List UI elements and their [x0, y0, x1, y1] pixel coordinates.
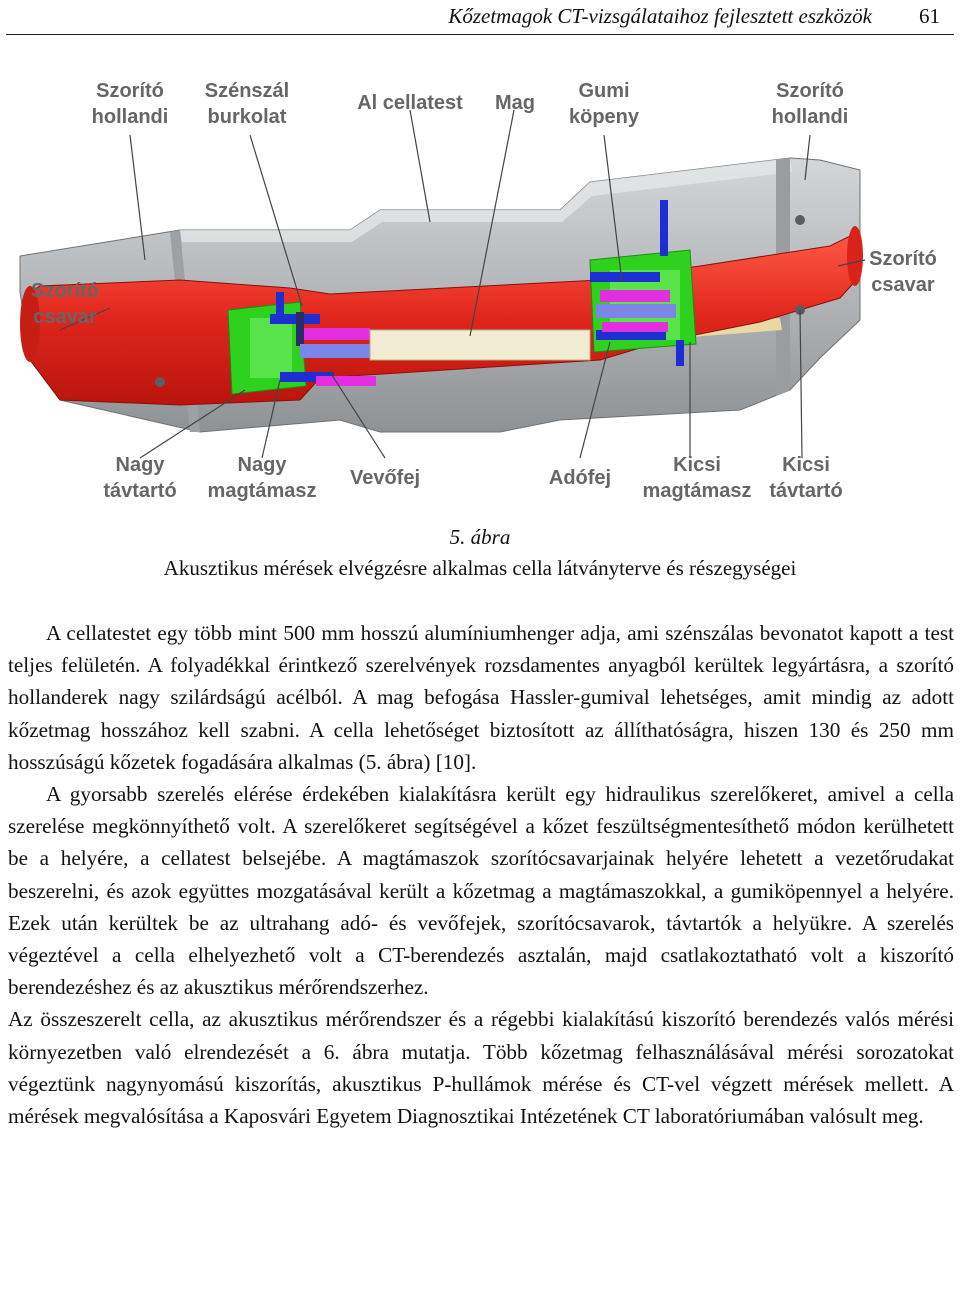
mag-core-sample — [370, 330, 590, 360]
label-nagy-magtamasz: Nagy magtámasz — [207, 454, 317, 502]
page-header — [0, 0, 960, 36]
paragraph-3: Az összeszerelt cella, az akusztikus mérőrendszer és a régebbi kialakítású kiszorító berendezés valós mérési környezetben való elrendezését a 6. ábra mutatja. Több kőzetmag felhasználásával mérési sorozatokat végeztünk nagynyomású kiszorítás, akusztikus P-hullámok mérése és CT-vel végzett mérések mellett. A mérések megvalósítása a Kaposvári Egyetem Diagnosztikai Intézetének CT laboratóriumában valósult meg. — [8, 1007, 954, 1129]
left-green-inner — [250, 318, 292, 378]
label-mag: Mag — [495, 92, 535, 114]
right-blue-spacer-a — [590, 272, 660, 282]
label-gumi-kopeny: Gumi köpeny — [568, 80, 640, 128]
label-adofej: Adófej — [548, 467, 612, 489]
left-screw-hole — [155, 377, 165, 387]
label-kicsi-magtamasz: Kicsi magtámasz — [642, 454, 752, 502]
left-dark-bolt — [296, 312, 304, 346]
label-szorito-csavar-left: Szorító csavar — [31, 280, 99, 328]
figure-caption-text: Akusztikus mérések elvégzésre alkalmas cella látványterve és részegységei — [163, 556, 797, 580]
left-light-tube — [300, 344, 370, 358]
right-blue-pin — [660, 200, 668, 256]
figure-caption-number: 5. ábra — [449, 525, 511, 549]
right-light-tube — [596, 304, 676, 318]
page-number: 61 — [919, 4, 940, 28]
body-text — [8, 617, 954, 1132]
left-magenta-ring-b — [316, 376, 376, 386]
left-blue-pin — [276, 292, 284, 318]
right-blue-pin-b — [676, 340, 684, 366]
label-szenszal-burkolat: Szénszál burkolat — [204, 80, 290, 128]
label-kicsi-tavtarto: Kicsi távtartó — [769, 454, 843, 502]
right-magenta-ring-b — [602, 322, 668, 332]
label-szorito-csavar-right: Szorító csavar — [869, 248, 937, 296]
right-screw-hole-a — [795, 215, 805, 225]
label-vevofej: Vevőfej — [349, 467, 421, 489]
label-nagy-tavtarto: Nagy távtartó — [103, 454, 177, 502]
label-al-cellatest: Al cellatest — [357, 92, 463, 114]
figure-5 — [0, 60, 960, 520]
left-magenta-ring — [300, 328, 370, 340]
label-szorito-hollandi-left: Szorító hollandi — [91, 80, 169, 128]
running-title: Kőzetmagok CT-vizsgálataihoz fejlesztett eszközök — [448, 4, 872, 28]
header-rule — [6, 34, 954, 35]
paragraph-1: A cellatestet egy több mint 500 mm hosszú alumíniumhenger adja, ami szénszálas bevonatot kapott a test teljes felületén. A folyadékkal érintkező szerelvények rozsdamentes anyagból kerültek legyártásra, a szorító hollanderek nagy szilárdságú acélból. A mag befogása Hassler-gumival lehetséges, amit mindig az adott kőzetmag hosszához kell szabni. A cella lehetőséget biztosított az állíthatóságra, hiszen 130 és 250 mm hosszúságú kőzetek fogadására alkalmas (5. ábra) [10]. — [8, 621, 954, 774]
right-magenta-ring — [600, 290, 670, 302]
label-szorito-hollandi-right: Szorító hollandi — [771, 80, 849, 128]
paragraph-2: A gyorsabb szerelés elérése érdekében kialakításra került egy hidraulikus szerelőkeret, amivel a cella szerelése megkönnyíthető volt. A szerelőkeret segítségével a kőzet feszültségmentesíthető módon kerülhetett be a helyére, a cellatest belsejébe. A magtámaszok szorítócsavarjainak helyére lehetett a vezetőrudakat beszerelni, és azok együttes mozgatásával került a kőzetmag a magtámaszokkal, a gumiköpennyel a helyére. Ezek után kerültek be az ultrahang adó- és vevőfejek, szorítócsavarok, távtartók a helyükre. A szerelés végeztével a cella elhelyezhető volt a CT-berendezés asztalán, majd csatlakoztatható volt a kiszorító berendezéshez és az akusztikus mérőrendszerhez. — [8, 782, 954, 1000]
